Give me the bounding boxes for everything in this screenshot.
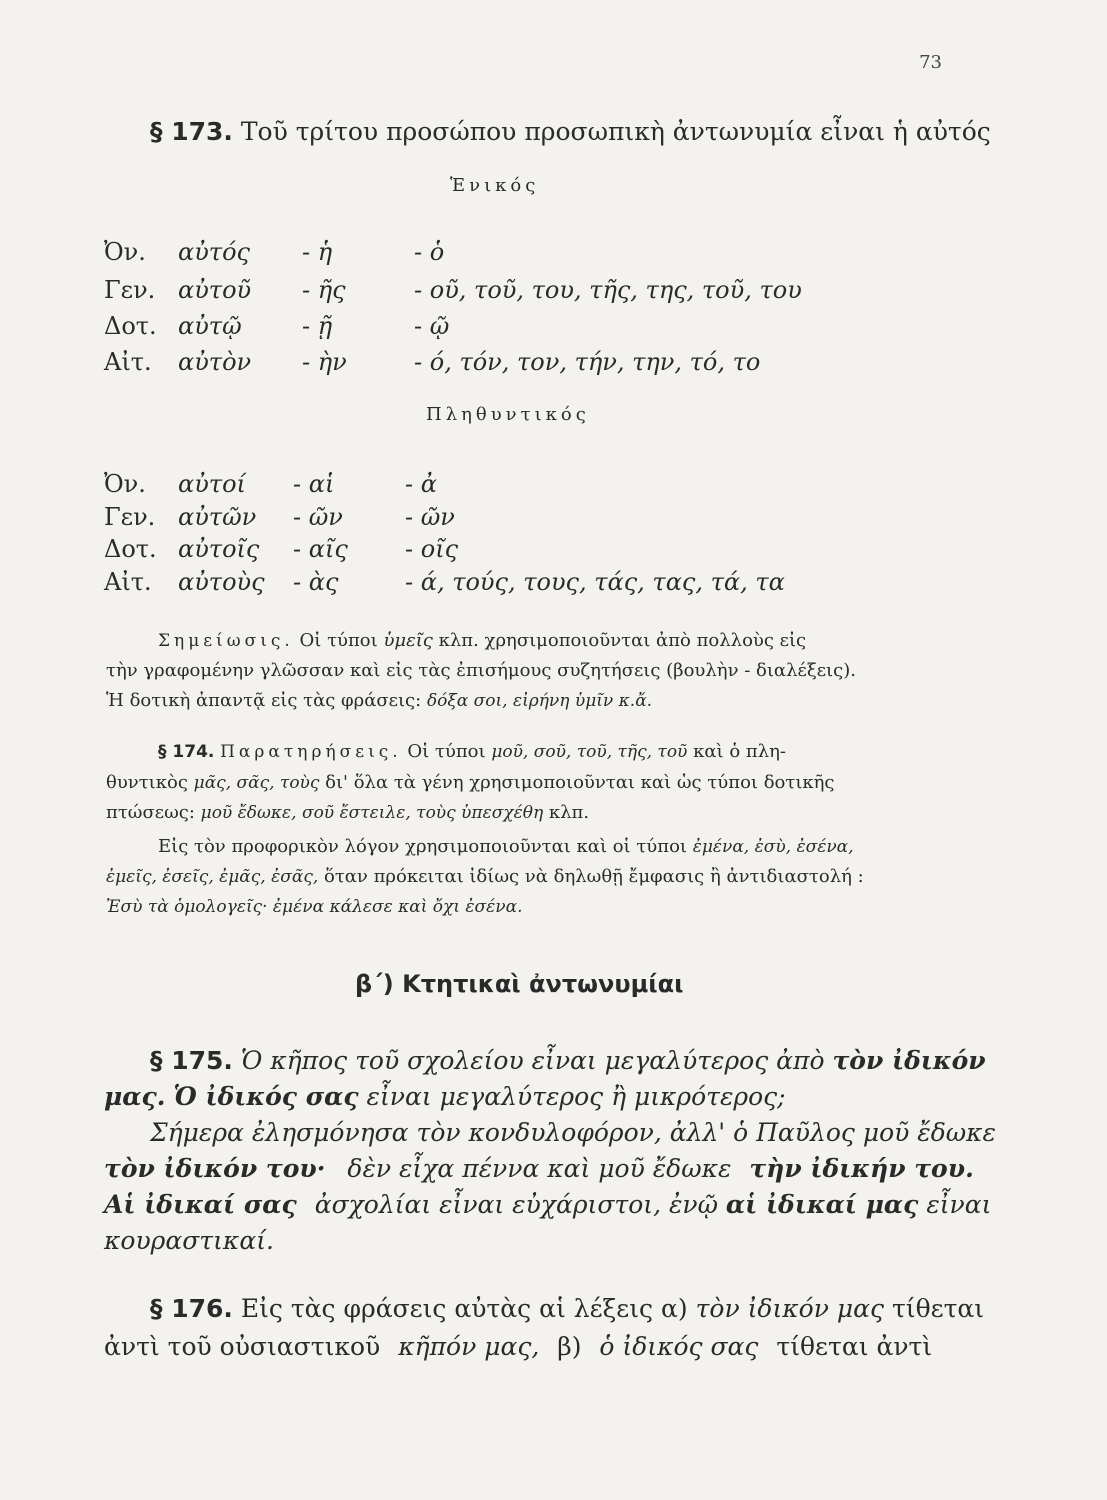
note-italic: δόξα σοι, εἰρήνη ὑμῖν κ.ἄ.	[426, 691, 653, 711]
form-fem: - ἡ	[302, 238, 333, 266]
para-text: θυντικὸς	[106, 772, 188, 793]
note-line-2: τὴν γραφομένην γλῶσσαν καὶ εἰς τὰς ἐπισήμους συζητήσεις (βουλὴν - διαλέξεις).	[106, 660, 856, 681]
note-text: Οἱ τύποι	[299, 630, 378, 651]
form-neut: - ῷ	[414, 312, 450, 340]
example-bold: τὸν ἰδικόν	[832, 1046, 986, 1075]
para-text: πτώσεως:	[106, 802, 195, 823]
form-masc: αὐτοῖς	[178, 535, 260, 563]
example-italic: εἶναι	[926, 1190, 992, 1219]
case-label: Αἰτ.	[104, 348, 152, 376]
section-175-line-6	[104, 1226, 274, 1255]
form-fem: - ῶν	[293, 503, 343, 531]
form-fem: - αῖς	[293, 535, 348, 563]
note-italic: ὑμεῖς	[383, 630, 433, 651]
section-176-line-2	[104, 1332, 932, 1361]
example-italic: κουραστικαί.	[104, 1226, 274, 1255]
form-masc: αὐτοί	[178, 470, 246, 498]
para-italic: κῆπόν μας,	[398, 1332, 540, 1361]
section-174-line-3	[106, 802, 589, 823]
form-fem: - ὴν	[302, 348, 347, 376]
case-label: Αἰτ.	[104, 568, 152, 596]
section-176-line-1	[150, 1294, 984, 1323]
form-fem: - ὰς	[293, 568, 339, 596]
para-text: Εἰς τὰς φράσεις αὐτὰς αἱ λέξεις α)	[240, 1294, 688, 1323]
section-b-title: β΄) Κτητικαὶ ἀντωνυμίαι	[355, 970, 684, 998]
singular-heading: Ἑνικός	[450, 175, 540, 196]
para-text: καὶ ὁ πλη-	[693, 741, 786, 762]
para-italic: ἐμεῖς, ἐσεῖς, ἐμᾶς, ἐσᾶς,	[106, 867, 319, 887]
remarks-label: Παρατηρήσεις.	[220, 742, 402, 762]
example-bold: μας.	[104, 1082, 166, 1111]
case-label: Δοτ.	[104, 535, 157, 563]
form-neut: - ῶν	[405, 503, 455, 531]
example-bold: τὸν ἰδικόν του·	[104, 1154, 326, 1183]
section-175-line-1	[150, 1046, 986, 1075]
section-174-line-1	[158, 741, 786, 762]
case-label: Ὀν.	[104, 470, 146, 498]
form-neut: - ό, τόν, τον, τήν, την, τό, το	[414, 348, 761, 376]
note-label: Σημείωσις.	[158, 631, 294, 651]
form-neut: - οῦ, τοῦ, του, τῆς, της, τοῦ, του	[414, 276, 802, 304]
section-175-line-5	[104, 1190, 991, 1219]
form-fem: - ῆς	[302, 276, 346, 304]
case-label: Γεν.	[104, 503, 156, 531]
example-bold: τὴν ἰδικήν του.	[749, 1154, 974, 1183]
form-neut: - ἀ	[405, 470, 437, 498]
para-italic: ὁ ἰδικός σας	[599, 1332, 759, 1361]
note-text: Ἡ δοτικὴ ἀπαντᾷ εἰς τὰς φράσεις:	[106, 690, 422, 711]
para-italic: ἐμένα, ἐσὺ, ἐσένα,	[692, 837, 854, 857]
form-masc: αὐτοὺς	[178, 568, 265, 596]
section-number: § 173.	[150, 117, 233, 146]
case-label: Γεν.	[104, 276, 156, 304]
para-text: Εἰς τὸν προφορικὸν λόγον χρησιμοποιοῦνται καὶ οἱ τύποι	[158, 836, 687, 857]
section-174-line-4	[158, 836, 854, 857]
form-fem: - αἱ	[293, 470, 335, 498]
para-text: ἀντὶ τοῦ οὐσιαστικοῦ	[104, 1332, 381, 1361]
form-masc: αὐτῶν	[178, 503, 257, 531]
page-number: 73	[919, 52, 942, 73]
form-masc: αὐτός	[178, 238, 250, 266]
note-text: κλπ. χρησιμοποιοῦνται ἀπὸ πολλοὺς εἰς	[438, 630, 807, 651]
example-bold: αἱ ἰδικαί μας	[725, 1190, 919, 1219]
para-text: β)	[557, 1332, 582, 1361]
section-174-line-6	[106, 896, 522, 917]
example-italic: εἶναι μεγαλύτερος ἢ μικρότερος;	[366, 1082, 786, 1111]
para-italic: Ἐσὺ τὰ ὁμολογεῖς· ἐμένα κάλεσε καὶ ὄχι ἐσένα.	[106, 897, 523, 917]
plural-heading: Πληθυντικός	[426, 404, 590, 425]
example-italic: δὲν εἶχα πέννα καὶ μοῦ ἔδωκε	[347, 1154, 732, 1183]
para-text: Οἱ τύποι	[407, 741, 486, 762]
form-fem: - ῇ	[302, 312, 333, 340]
para-text: ὅταν πρόκειται ἰδίως νὰ δηλωθῇ ἔμφασις ἢ ἀντιδιαστολή :	[323, 866, 864, 887]
section-number: § 175.	[150, 1046, 233, 1075]
form-masc: αὐτοῦ	[178, 276, 252, 304]
section-173-intro	[150, 117, 991, 146]
para-text: δι' ὅλα τὰ γένη χρησιμοποιοῦνται καὶ ὡς τύποι δοτικῆς	[325, 772, 835, 793]
form-neut: - οῖς	[405, 535, 459, 563]
form-neut: - ὁ	[414, 238, 445, 266]
para-text: τίθεται	[891, 1294, 985, 1323]
section-175-line-2	[104, 1082, 786, 1111]
section-text: Τοῦ τρίτου προσώπου προσωπικὴ ἀντωνυμία εἶναι ἡ αὐτός	[240, 117, 991, 146]
section-number: § 174.	[158, 742, 215, 762]
example-italic: Ὁ κῆπος τοῦ σχολείου εἶναι μεγαλύτερος ἀπὸ	[240, 1046, 825, 1075]
example-italic: ἀσχολίαι εἶναι εὐχάριστοι, ἐνῷ	[314, 1190, 718, 1219]
para-italic: μᾶς, σᾶς, τοὺς	[193, 773, 320, 793]
note-line-3	[106, 690, 652, 711]
section-174-line-2	[106, 772, 835, 793]
form-neut: - ά, τούς, τους, τάς, τας, τά, τα	[405, 568, 785, 596]
para-text: κλπ.	[548, 802, 590, 823]
para-italic: μοῦ ἔδωκε, σοῦ ἔστειλε, τοὺς ὑπεσχέθη	[200, 803, 544, 823]
section-175-line-3	[150, 1118, 996, 1147]
example-bold: Ὁ ἰδικός σας	[173, 1082, 359, 1111]
section-174-line-5	[106, 866, 864, 887]
example-italic: Σήμερα ἐλησμόνησα τὸν κονδυλοφόρον, ἀλλ' ὁ Παῦλος μοῦ ἔδωκε	[150, 1118, 996, 1147]
section-175-line-4	[104, 1154, 974, 1183]
case-label: Ὀν.	[104, 238, 146, 266]
section-number: § 176.	[150, 1294, 233, 1323]
para-italic: τὸν ἰδικόν μας	[695, 1294, 884, 1323]
para-italic: μοῦ, σοῦ, τοῦ, τῆς, τοῦ	[491, 742, 688, 762]
note-line-1	[158, 630, 806, 651]
case-label: Δοτ.	[104, 312, 157, 340]
form-masc: αὐτῷ	[178, 312, 242, 340]
para-text: τίθεται ἀντὶ	[776, 1332, 933, 1361]
example-bold: Αἱ ἰδικαί σας	[104, 1190, 297, 1219]
form-masc: αὐτὸν	[178, 348, 252, 376]
